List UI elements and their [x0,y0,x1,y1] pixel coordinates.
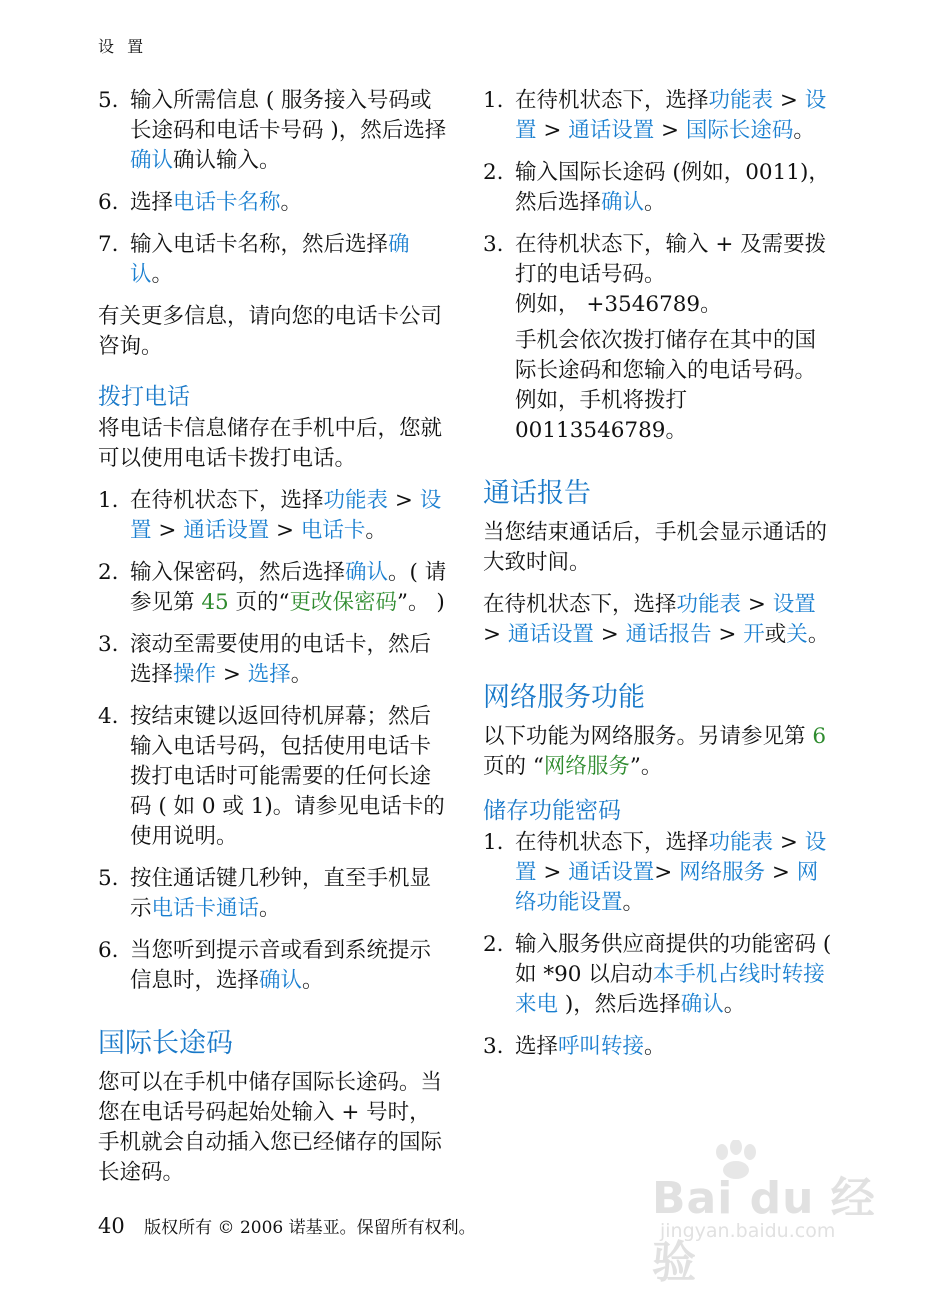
watermark-logo: Bai du 经验 [652,1173,876,1288]
list-item [483,230,835,446]
text-run: )，然后选择 [558,992,681,1017]
menu-path-term: 国际长途码 [685,118,794,143]
menu-path-term: 选择 [247,662,291,687]
list-item-text [515,88,826,143]
text-run: 在待机状态下，输入 + 及需要拨打的电话号码。 [515,232,827,287]
text-run: 。 [259,896,281,921]
list-number: 3. [98,632,119,657]
text-run: 选择 [130,190,174,215]
menu-path-term: 关 [786,622,808,647]
text-run: > [765,860,797,885]
heading-make-call: 拨打电话 [98,384,190,410]
menu-path-term: 电话卡 [300,518,366,543]
text-run: > [741,592,773,617]
menu-path-term: 设置 [130,488,442,543]
text-run: > [773,88,805,113]
heading-call-report: 通话报告 [483,478,591,509]
list-item-text [130,190,302,215]
menu-path-term: 呼叫转接 [558,1034,645,1059]
text-run: 输入电话卡名称，然后选择 [130,232,389,257]
list-number: 7. [98,232,119,257]
text-run: 或 [764,622,787,647]
list-item-text [130,488,441,543]
list-item [98,702,450,852]
network-services-paragraph [483,722,835,782]
page-number: 40 [98,1214,125,1238]
text-run: > [483,622,508,647]
call-report-paragraph: 当您结束通话后，手机会显示通话的大致时间。 [483,520,828,575]
text-run: 在待机状态下，选择 [130,488,324,513]
make-call-intro: 将电话卡信息储存在手机中后，您就可以使用电话卡拨打电话。 [98,416,443,471]
list-item [483,158,835,218]
menu-path-term: 通话设置 [183,518,270,543]
list-item [483,828,835,918]
list-item [98,558,450,618]
text-run: > [773,830,805,855]
text-run: 输入服务供应商提供的功能密码 ( 如 *90 以启动 [515,932,832,987]
text-run: 输入保密码，然后选择 [130,560,346,585]
text-run: > [388,488,420,513]
list-number: 5. [98,88,119,113]
text-run: 页的“ [228,590,290,615]
menu-path-term: 开 [743,622,765,647]
list-number: 2. [483,160,504,185]
text-run: ”。 ) [397,590,445,615]
text-run: > [654,860,680,885]
list-number: 1. [483,830,504,855]
list-item-text [515,1034,666,1059]
list-item [98,630,450,690]
text-run: 。( 请参见第 [130,560,447,615]
list-item [98,230,450,290]
list-number: 1. [98,488,119,513]
list-number: 2. [483,932,504,957]
text-run: ”。 [629,754,663,779]
text-run: 按结束键以返回待机屏幕；然后输入电话号码，包括使用电话卡拨打电话时可能需要的任何长途码 ( 如 0 或 1)。请参见电话卡的使用说明。 [130,704,445,849]
text-run: 。 [793,118,815,143]
text-run: 输入所需信息 ( 服务接入号码或长途码和电话卡号码 )，然后选择 [130,88,447,143]
text-run: 。 [151,262,174,287]
list-item [98,486,450,546]
example-text: 例如， +3546789。 [515,292,722,317]
list-item-text [130,704,445,849]
cross-reference-link: 6 [812,724,827,749]
baidu-jingyan-watermark [652,1140,892,1288]
menu-path-term: 确认 [259,968,303,993]
menu-path-term: 设置 [515,88,827,143]
text-run: 。 [644,1034,666,1059]
text-run: 。 [302,968,324,993]
intl-code-steps [483,86,835,446]
list-number: 2. [98,560,119,585]
page-footer [98,1213,476,1238]
menu-path-term: 确认 [130,148,174,173]
text-run: 确认输入。 [173,148,281,173]
list-number: 6. [98,190,119,215]
text-run: 。 [280,190,303,215]
list-item [483,86,835,146]
text-run: > [151,518,184,543]
text-run: > [216,662,248,687]
text-run: 在待机状态下，选择 [515,88,709,113]
list-item-text [130,866,431,921]
card-setup-steps-continued [98,86,450,290]
list-number: 1. [483,88,504,113]
more-info-paragraph: 有关更多信息，请向您的电话卡公司咨询。 [98,304,443,359]
menu-path-term: 确认 [601,190,645,215]
left-column [98,86,450,1200]
text-run: 选择 [515,1034,559,1059]
list-item [98,936,450,996]
list-item [98,864,450,924]
menu-path-term: 网络服务 [679,860,766,885]
list-item-text [515,160,830,215]
heading-store-feature-code: 储存功能密码 [483,798,621,824]
text-run: 输入国际长途码 (例如，0011)，然后选择 [515,160,830,215]
menu-path-term: 设置 [515,830,827,885]
list-item-text [515,932,831,1017]
menu-path-term: 功能表 [708,830,774,855]
list-item [98,188,450,218]
text-run: > [711,622,744,647]
watermark-url: jingyan.baidu.com [660,1220,836,1242]
menu-path-term: 网络功能设置 [515,860,819,915]
text-run: 按住通话键几秒钟，直至手机显示 [130,866,432,921]
list-item [483,1032,835,1062]
copyright-notice: 版权所有 © 2006 诺基亚。保留所有权利。 [144,1218,476,1238]
text-run: 页的 “ [483,754,544,779]
text-run: 。 [723,992,746,1017]
menu-path-term: 通话设置 [507,622,594,647]
text-run: 以下功能为网络服务。另请参见第 [483,724,813,749]
text-run: > [536,118,569,143]
list-item-text [130,938,431,993]
list-item-text [130,632,431,687]
menu-path-term: 确认 [345,560,389,585]
menu-path-term: 功能表 [708,88,774,113]
list-item [98,86,450,176]
make-call-steps [98,486,450,996]
text-run: > [269,518,301,543]
menu-path-term: 功能表 [676,592,742,617]
heading-network-services: 网络服务功能 [483,682,645,713]
text-run: > [593,622,626,647]
step-note: 手机会依次拨打储存在其中的国际长途码和您输入的电话号码。例如，手机将拨打 00113546789。 [515,328,817,443]
list-item-text [130,232,410,287]
menu-path-term: 操作 [173,662,217,687]
list-number: 5. [98,866,119,891]
text-run: 在待机状态下，选择 [515,830,709,855]
intl-code-paragraph: 您可以在手机中储存国际长途码。当您在电话号码起始处输入 + 号时，手机就会自动插入您已经储存的国际长途码。 [98,1070,443,1185]
menu-path-term: 通话设置 [568,860,655,885]
menu-path-term: 本手机占线时转接来电 [515,962,825,1017]
menu-path-term: 确认 [680,992,724,1017]
list-item-text [130,560,446,615]
list-number: 3. [483,1034,504,1059]
list-item [483,930,835,1020]
menu-path-term: 确认 [130,232,410,287]
call-report-path [483,590,835,650]
text-run: 当您听到提示音或看到系统提示信息时，选择 [130,938,432,993]
right-column [483,86,835,1074]
list-number: 3. [483,232,504,257]
text-run: 。 [290,662,313,687]
store-code-steps [483,828,835,1062]
menu-path-term: 通话设置 [568,118,655,143]
list-item-text [515,830,826,915]
cross-reference-link: 更改保密码 [289,590,398,615]
text-run: > [536,860,569,885]
heading-intl-code: 国际长途码 [98,1028,233,1059]
page-section-header: 设 置 [98,37,148,56]
text-run: 。 [807,622,830,647]
text-run: > [654,118,686,143]
list-number: 6. [98,938,119,963]
cross-reference-link: 45 [201,590,229,615]
menu-path-term: 电话卡通话 [151,896,260,921]
text-run: 滚动至需要使用的电话卡，然后选择 [130,632,432,687]
text-run: 。 [365,518,387,543]
menu-path-term: 通话报告 [625,622,712,647]
menu-path-term: 设置 [772,592,816,617]
menu-path-term: 功能表 [323,488,389,513]
text-run: 在待机状态下，选择 [483,592,677,617]
list-item-text [515,232,826,287]
list-number: 4. [98,704,119,729]
menu-path-term: 电话卡名称 [173,190,281,215]
text-run: 。 [622,890,645,915]
cross-reference-link: 网络服务 [543,754,630,779]
list-item-text [130,88,446,173]
text-run: 。 [644,190,666,215]
